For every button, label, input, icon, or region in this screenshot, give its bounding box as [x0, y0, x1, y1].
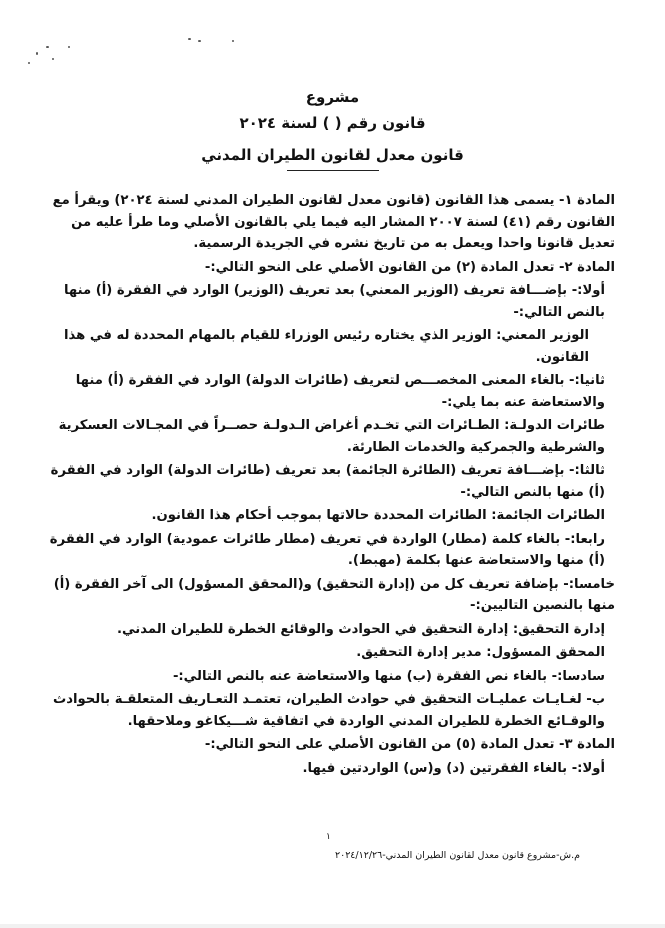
amendment-fifth: خامسا:- بإضافة تعريف كل من (إدارة التحقيق) و(المحقق المسؤول) الى آخر الفقرة (أ) منها بالنصين التاليين:-: [53, 576, 615, 613]
law-number: قانون رقم ( ) لسنة ٢٠٢٤: [239, 114, 426, 132]
scan-speck: [52, 58, 54, 60]
scan-speck: [36, 52, 38, 55]
amendment-first: أولا:- بإضـــافة تعريف (الوزير المعني) بعد تعريف (الوزير) الوارد في الفقرة (أ) منها بالنص التالي:-: [63, 283, 605, 320]
project-label: مشروع: [305, 88, 360, 106]
definition-investigation-dept: إدارة التحقيق: إدارة التحقيق في الحوادث والوقائع الخطرة للطيران المدني.: [116, 621, 605, 637]
definition-grounded-aircraft: الطائرات الجائمة: الطائرات المحددة حالاتها بموجب أحكام هذا القانون.: [151, 508, 605, 523]
article-3-first: أولا:- بالغاء الفقرتين (د) و(س) الواردتين فيها.: [302, 760, 605, 776]
scan-speck: [198, 40, 201, 42]
definition-responsible-investigator: المحقق المسؤول: مدير إدارة التحقيق.: [356, 645, 605, 660]
article-2-heading: المادة ٢- تعدل المادة (٢) من القانون الأصلي على النحو التالي:-: [204, 259, 615, 275]
paragraph-b: ب- لغـايـات عمليـات التحقيق في حوادث الطيران، تعتمـد التعـاريف المتعلقـة بالحوادث والوقـائع الخطرة للطيران المدني الواردة في اتفاقية شـــيكاغو وملاحقها.: [52, 692, 605, 729]
article-3-heading: المادة ٣- تعدل المادة (٥) من القانون الأصلي على النحو التالي:-: [204, 737, 615, 752]
amendment-second: ثانيا:- بالغاء المعنى المخصـــص لتعريف (طائرات الدولة) الوارد في الفقرة (أ) منها والاستعاضة عنه بما يلي:-: [75, 373, 605, 410]
definition-state-aircraft: طائرات الدولـة: الطـائرات التي تخـدم أغراض الـدولـة حصــراً في المجـالات العسكرية والشرطية والجمركية والخدمات الطارئة.: [58, 418, 605, 455]
definition-minister: الوزير المعني: الوزير الذي يختاره رئيس الوزراء للقيام بالمهام المحددة له في هذا القانون.: [64, 328, 589, 365]
amendment-fourth: رابعا:- بالغاء كلمة (مطار) الواردة في تعريف (مطار طائرات عمودية) الوارد في الفقرة (أ) منها والاستعاضة عنها بكلمة (مهبط).: [49, 531, 605, 568]
title-underline: [287, 170, 379, 171]
law-title: قانون معدل لقانون الطيران المدني: [201, 146, 464, 164]
document-body: [44, 190, 615, 781]
scan-speck: [28, 62, 30, 64]
scan-speck: [46, 46, 49, 48]
footer-reference: م.ش-مشروع قانون معدل لقانون الطيران المدني-٢٠٢٤/١٢/٢٦: [335, 850, 581, 861]
amendment-sixth: سادسا:- بالغاء نص الفقرة (ب) منها والاستعاضة عنه بالنص التالي:-: [172, 668, 605, 684]
scan-speck: [188, 38, 191, 40]
scan-speck: [68, 46, 70, 48]
scan-speck: [232, 40, 234, 42]
page-number: ١: [326, 832, 331, 842]
amendment-third: ثالثا:- بإضـــافة تعريف (الطائرة الجائمة) بعد تعريف (طائرات الدولة) الوارد في الفقرة (أ) منها بالنص التالي:-: [50, 463, 605, 500]
sheet-edge: [0, 924, 665, 928]
article-1: المادة ١- يسمى هذا القانون (قانون معدل لقانون الطيران المدني لسنة ٢٠٢٤) ويقرأ مع القانون رقم (٤١) لسنة ٢٠٠٧ المشار اليه فيما يلي بالقانون الأصلي وما طرأ عليه من تعديل قانونا واحدا ويعمل به من تاريخ نشره في الجريدة الرسمية.: [52, 193, 615, 251]
